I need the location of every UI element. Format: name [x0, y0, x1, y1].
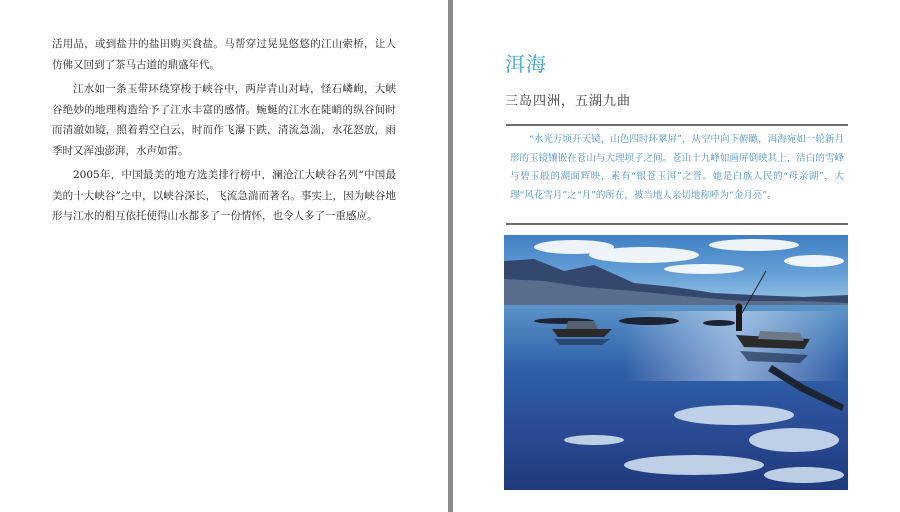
chapter-title: 洱海 — [505, 52, 547, 76]
quote-top-rule — [506, 124, 848, 126]
chapter-subtitle: 三岛四洲，五湖九曲 — [505, 94, 632, 109]
left-page — [0, 0, 448, 512]
paragraph-ranking: 2005年，中国最美的地方选美排行榜中，澜沧江大峡谷名列“中国最美的十大峡谷”之中，以峡谷深长，飞流急湍而著名。事实上，因为峡谷地形与江水的相互依托使得山水都多了一份情怀，也令人多了一重感应。 — [52, 169, 396, 222]
paragraph-continued: 活用品，或到盐井的盐田购买食盐。马帮穿过晃晃悠悠的江山索桥，让人仿佛又回到了茶马古道的鼎盛年代。 — [52, 38, 396, 71]
quote-bottom-rule — [506, 223, 848, 225]
left-page-body — [52, 34, 396, 231]
paragraph-river: 江水如一条玉带环绕穿梭于峡谷中，两岸青山对峙，怪石嶙峋，大峡谷绝妙的地理构造给予了江水丰富的感情。蜿蜒的江水在陡峭的纵谷间时而清澈如镜，照着碧空白云，时而作飞瀑下跌，清流急湍，水花怒放，雨季时又浑浊澎湃，水声如雷。 — [52, 83, 396, 157]
intro-quote: “水光万顷开天镜，山色四时环翠屏”，从空中向下俯瞰，洱海宛如一轮新月形的玉镜镶嵌在苍山与大理坝子之间。苍山十九峰如画屏倒映其上，洁白的雪峰与碧玉般的湖面辉映，素有“银苍玉洱”之誉。她是白族人民的“母亲湖”，大理“风花雪月”之“月”的所在，被当地人亲切地称呼为“金月亮”。 — [510, 134, 844, 202]
erhai-lake-photo — [504, 235, 848, 490]
